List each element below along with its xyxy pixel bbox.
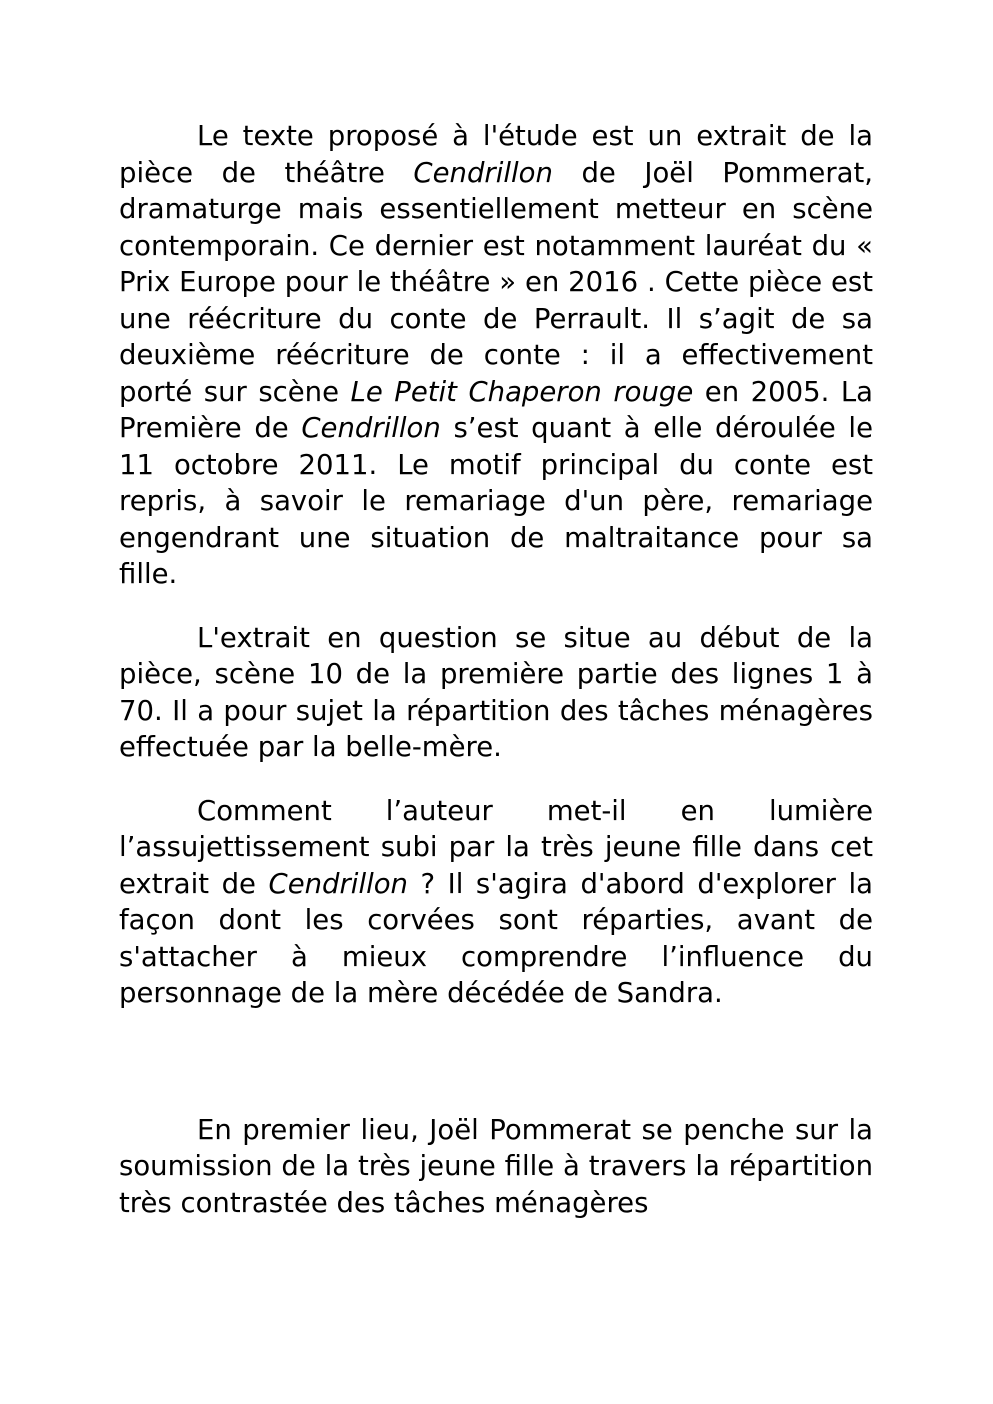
italic-title: Le Petit Chaperon rouge <box>350 375 694 408</box>
text-segment: L'extrait en question se situe au début de la pièce, scène 10 de la première partie des lignes 1 à 70. Il a pour sujet la répartition des tâches ménagères effectuée par la belle-mère. <box>119 621 873 763</box>
paragraph-introduction <box>119 118 873 593</box>
paragraph-problematic <box>119 793 873 1012</box>
text-segment: en 2005. La Première de <box>119 375 873 444</box>
document-page <box>119 118 873 1221</box>
text-segment: En premier lieu, Joël Pommerat se penche sur la soumission de la très jeune fille à travers la répartition très contrastée des tâches ménagères <box>119 1113 873 1219</box>
text-segment: s’est quant à elle déroulée le 11 octobre 2011. Le motif principal du conte est repris, à savoir le remariage d'un père, remariage engendrant une situation de maltraitance pour sa fille. <box>119 412 873 590</box>
italic-title: Cendrillon <box>413 156 553 189</box>
text-segment: Comment l’auteur met-il en lumière l’assujettissement subi par la très jeune fille dans cet extrait de <box>119 794 873 900</box>
paragraph-first-part <box>119 1112 873 1222</box>
italic-title: Cendrillon <box>301 412 441 444</box>
paragraph-extract-situation <box>119 620 873 766</box>
text-segment: ? Il s'agira d'abord d'explorer la façon dont les corvées sont réparties, avant de s'attacher à mieux comprendre l’influence du personnage de la mère décédée de Sandra. <box>119 867 873 1009</box>
italic-title: Cendrillon <box>268 867 408 900</box>
text-segment: de Joël Pommerat, dramaturge mais essentiellement metteur en scène contemporain. Ce dernier est notamment lauréat du « Prix Europe pour le théâtre » en 2016 . Cette pièce est une réécriture du conte de Perrault. Il s’agit de sa deuxième réécriture de conte : il a effectivement porté sur scène <box>119 156 873 408</box>
text-segment: Le texte proposé à l'étude est un extrait de la pièce de théâtre <box>119 120 873 189</box>
